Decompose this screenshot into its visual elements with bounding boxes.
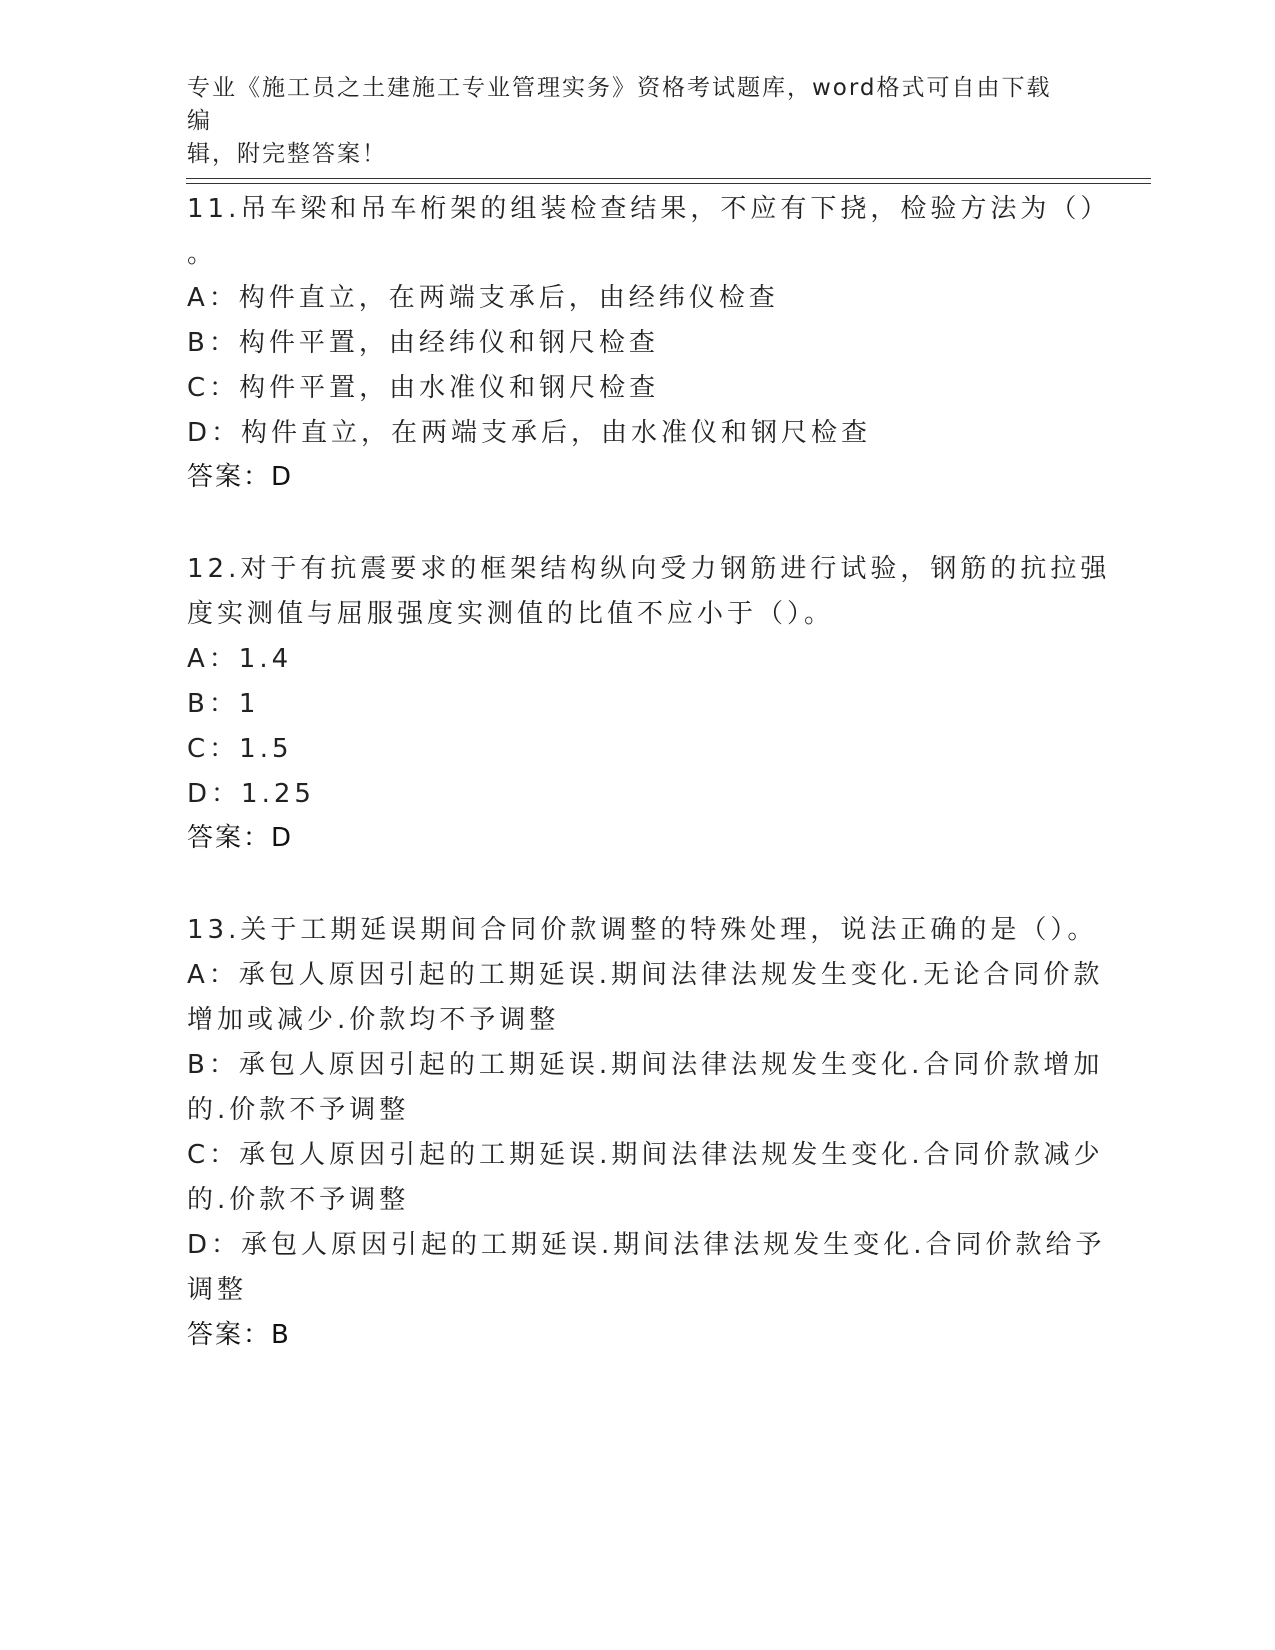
answer [187, 462, 291, 492]
answer-label: 答案： [187, 1320, 272, 1350]
option-b: B：承包人原因引起的工期延误.期间法律法规发生变化.合同价款增加 [187, 1050, 1104, 1080]
option-a: A：1.4 [187, 644, 293, 674]
question-stem: 11.吊车梁和吊车桁架的组装检查结果，不应有下挠，检验方法为（） [187, 194, 1111, 224]
question-stem: 12.对于有抗震要求的框架结构纵向受力钢筋进行试验，钢筋的抗拉强 [187, 554, 1111, 584]
option-a: A：承包人原因引起的工期延误.期间法律法规发生变化.无论合同价款 [187, 960, 1104, 990]
option-b: B：1 [187, 689, 260, 719]
question-stem: 。 [187, 239, 218, 269]
answer-value: D [271, 462, 292, 492]
option-c: C：承包人原因引起的工期延误.期间法律法规发生变化.合同价款减少 [187, 1140, 1104, 1170]
option-c: C：构件平置，由水准仪和钢尺检查 [187, 373, 660, 403]
answer [187, 823, 291, 853]
option-b: B：构件平置，由经纬仪和钢尺检查 [187, 328, 659, 358]
question-stem: 度实测值与屈服强度实测值的比值不应小于（）。 [187, 599, 835, 629]
option-a: A：构件直立，在两端支承后，由经纬仪检查 [187, 283, 779, 313]
option-d: D：构件直立，在两端支承后，由水准仪和钢尺检查 [187, 418, 872, 448]
option-d: D：承包人原因引起的工期延误.期间法律法规发生变化.合同价款给予 [187, 1230, 1106, 1260]
answer-value: D [271, 823, 292, 853]
question-stem: 13.关于工期延误期间合同价款调整的特殊处理，说法正确的是（）。 [187, 915, 1098, 945]
header-line-2: 辑，附完整答案！ [187, 141, 387, 167]
option-c-continued: 的.价款不予调整 [187, 1185, 410, 1215]
header-line-1: 专业《施工员之土建施工专业管理实务》资格考试题库，word格式可自由下载编 [187, 75, 1052, 134]
header-divider-bottom [186, 183, 1151, 184]
answer-label: 答案： [187, 462, 272, 492]
document-header [187, 72, 1067, 171]
answer-value: B [271, 1320, 289, 1350]
answer-label: 答案： [187, 823, 272, 853]
option-d-continued: 调整 [187, 1275, 248, 1305]
answer [187, 1320, 289, 1350]
option-b-continued: 的.价款不予调整 [187, 1095, 410, 1125]
option-a-continued: 增加或减少.价款均不予调整 [187, 1005, 560, 1035]
option-d: D：1.25 [187, 779, 315, 809]
option-c: C：1.5 [187, 734, 293, 764]
header-divider-top [186, 178, 1151, 179]
